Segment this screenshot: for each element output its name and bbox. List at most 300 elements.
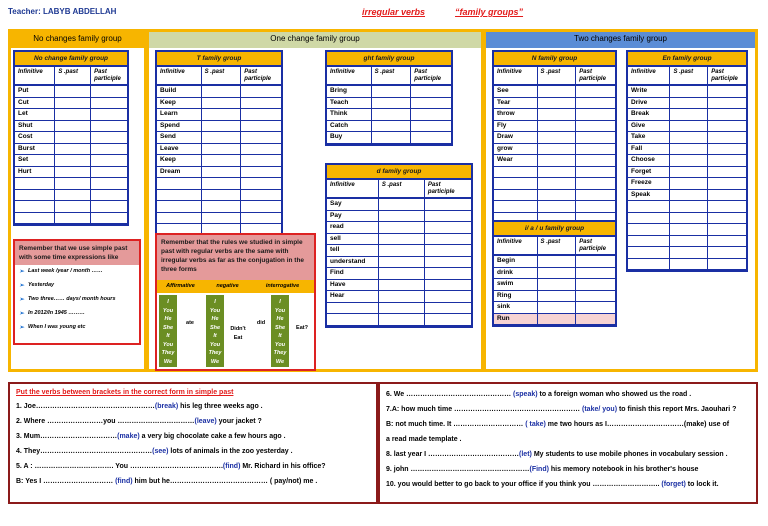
column-header-past: S .past (372, 67, 412, 85)
participle-cell[interactable] (708, 167, 746, 178)
participle-cell[interactable] (708, 201, 746, 212)
infinitive-cell: Hurt (15, 167, 55, 178)
past-cell[interactable] (202, 144, 242, 155)
verb-hint: (make) (117, 433, 140, 440)
past-cell[interactable] (538, 155, 577, 166)
participle-cell[interactable] (91, 98, 127, 109)
participle-cell[interactable] (425, 199, 471, 210)
participle-cell[interactable] (241, 155, 281, 166)
past-cell[interactable] (670, 121, 708, 132)
past-cell[interactable] (372, 98, 412, 109)
participle-cell[interactable] (708, 132, 746, 143)
participle-cell[interactable] (91, 86, 127, 97)
past-cell[interactable] (202, 121, 242, 132)
participle-cell[interactable] (425, 314, 471, 325)
past-cell[interactable] (202, 132, 242, 143)
column-header-pp: Past participle (94, 69, 121, 82)
verb-hint: ( take) (525, 421, 546, 428)
infinitive-cell: Say (327, 199, 379, 210)
infinitive-cell: read (327, 222, 379, 233)
verb-row (628, 86, 746, 98)
exercise-text: 4. They………………………………………… (16, 448, 153, 455)
past-cell[interactable] (538, 279, 577, 290)
past-cell[interactable] (538, 178, 577, 189)
verb-hint: (break) (154, 403, 179, 410)
pronoun: I (214, 299, 216, 305)
participle-cell[interactable] (576, 132, 615, 143)
verb-row (157, 86, 281, 98)
past-cell[interactable] (202, 155, 242, 166)
past-cell[interactable] (538, 190, 577, 201)
infinitive-cell: Dream (157, 167, 202, 178)
past-cell[interactable] (538, 268, 577, 279)
participle-cell[interactable] (708, 236, 746, 247)
participle-cell[interactable] (576, 268, 615, 279)
participle-cell[interactable] (576, 144, 615, 155)
participle-cell[interactable] (576, 167, 615, 178)
past-cell[interactable] (379, 211, 425, 222)
two-changes-group-header: Two changes family group (486, 32, 755, 48)
participle-cell[interactable] (91, 144, 127, 155)
past-cell[interactable] (538, 256, 577, 267)
verb-row (327, 234, 471, 246)
participle-cell[interactable] (708, 121, 746, 132)
verb-row (494, 132, 615, 144)
affirmative-label: Affirmative (157, 280, 204, 293)
past-cell[interactable] (202, 109, 242, 120)
past-cell[interactable] (55, 155, 91, 166)
table-title: d family group (327, 165, 471, 180)
participle-cell[interactable] (576, 279, 615, 290)
pronoun: They (208, 350, 222, 356)
infinitive-cell: Leave (157, 144, 202, 155)
participle-cell[interactable] (576, 291, 615, 302)
verb-row (628, 132, 746, 144)
past-cell[interactable] (670, 178, 708, 189)
past-cell[interactable] (670, 224, 708, 235)
verb-row (494, 314, 615, 326)
infinitive-cell: Buy (327, 132, 372, 143)
participle-cell[interactable] (425, 303, 471, 314)
past-cell[interactable] (372, 132, 412, 143)
infinitive-cell (628, 224, 670, 235)
participle-cell[interactable] (576, 256, 615, 267)
participle-cell[interactable] (91, 190, 127, 201)
participle-cell[interactable] (241, 167, 281, 178)
column-headers (15, 67, 127, 86)
verb-row (494, 178, 615, 190)
infinitive-cell: Find (327, 268, 379, 279)
table-title: ght family group (327, 52, 451, 67)
past-cell[interactable] (538, 302, 577, 313)
past-cell[interactable] (379, 314, 425, 325)
iau-family-table (492, 220, 617, 327)
past-cell[interactable] (379, 245, 425, 256)
pronoun: She (274, 324, 286, 331)
exercise-text: Mr. Richard in his office? (240, 463, 326, 470)
verb-row (327, 245, 471, 257)
verb-row (327, 257, 471, 269)
past-cell[interactable] (670, 259, 708, 270)
infinitive-cell (494, 178, 538, 189)
past-cell[interactable] (379, 268, 425, 279)
participle-cell[interactable] (425, 257, 471, 268)
infinitive-cell: Put (15, 86, 55, 97)
time-expression-item: ➢ Last week /year / month …… (19, 268, 135, 274)
participle-cell[interactable] (576, 314, 615, 325)
past-cell[interactable] (379, 303, 425, 314)
past-cell[interactable] (670, 132, 708, 143)
infinitive-cell: Speak (628, 190, 670, 201)
participle-cell[interactable] (411, 109, 451, 120)
participle-cell[interactable] (708, 224, 746, 235)
pronoun: It (278, 333, 282, 339)
past-cell[interactable] (538, 109, 577, 120)
participle-cell[interactable] (576, 178, 615, 189)
verb-row (327, 280, 471, 292)
past-cell[interactable] (202, 213, 242, 224)
verb-row (327, 291, 471, 303)
infinitive-cell: Teach (327, 98, 372, 109)
participle-cell[interactable] (91, 109, 127, 120)
participle-cell[interactable] (241, 109, 281, 120)
verb-row (15, 167, 127, 179)
verb-row (157, 213, 281, 225)
participle-cell[interactable] (91, 213, 127, 224)
participle-cell[interactable] (708, 259, 746, 270)
pronoun: They (161, 350, 175, 356)
verb-row (157, 98, 281, 110)
infinitive-cell: Spend (157, 121, 202, 132)
past-cell[interactable] (55, 98, 91, 109)
participle-cell[interactable] (425, 222, 471, 233)
participle-cell[interactable] (708, 144, 746, 155)
participle-cell[interactable] (425, 268, 471, 279)
infinitive-cell: Keep (157, 98, 202, 109)
participle-cell[interactable] (708, 213, 746, 224)
past-cell[interactable] (670, 109, 708, 120)
past-cell[interactable] (538, 314, 577, 325)
ght-family-table (325, 50, 453, 146)
pronoun: You (162, 307, 174, 314)
infinitive-cell: sell (327, 234, 379, 245)
infinitive-cell: Shut (15, 121, 55, 132)
participle-cell[interactable] (576, 201, 615, 212)
participle-cell[interactable] (91, 155, 127, 166)
verb-row (628, 98, 746, 110)
past-cell[interactable] (670, 144, 708, 155)
verb-row (327, 303, 471, 315)
pronoun: He (276, 316, 284, 322)
participle-cell[interactable] (708, 178, 746, 189)
participle-cell[interactable] (425, 234, 471, 245)
past-cell[interactable] (379, 234, 425, 245)
past-cell[interactable] (379, 199, 425, 210)
past-cell[interactable] (202, 190, 242, 201)
past-cell[interactable] (202, 98, 242, 109)
participle-cell[interactable] (576, 121, 615, 132)
past-cell[interactable] (55, 132, 91, 143)
participle-cell[interactable] (91, 121, 127, 132)
exercise-text: his memory notebook in his brother's house (548, 466, 699, 473)
past-cell[interactable] (670, 236, 708, 247)
infinitive-cell: Take (628, 132, 670, 143)
past-cell[interactable] (379, 222, 425, 233)
infinitive-cell (494, 190, 538, 201)
verb-row (15, 98, 127, 110)
pronoun-column (206, 295, 224, 367)
infinitive-cell: Cut (15, 98, 55, 109)
past-cell[interactable] (55, 167, 91, 178)
exercise-text: his leg three weeks ago . (178, 403, 263, 410)
participle-cell[interactable] (576, 98, 615, 109)
exercise-line (386, 432, 750, 447)
verb-row (494, 121, 615, 133)
exercise-text: him but he…………………………………… ( pay/not) me . (132, 478, 318, 485)
past-cell[interactable] (538, 121, 577, 132)
past-cell[interactable] (670, 247, 708, 258)
verb-row (157, 190, 281, 202)
infinitive-cell: drink (494, 268, 538, 279)
exercise-text: to a foreign woman who showed us the road . (537, 391, 692, 398)
exercise-text: me two hours as I……………………………(make) use of (545, 421, 730, 428)
participle-cell[interactable] (708, 98, 746, 109)
pronoun: You (209, 341, 221, 348)
participle-cell[interactable] (425, 280, 471, 291)
participle-cell[interactable] (241, 178, 281, 189)
past-cell[interactable] (55, 178, 91, 189)
participle-cell[interactable] (91, 132, 127, 143)
past-cell[interactable] (372, 109, 412, 120)
column-header-past: S .past (538, 237, 577, 255)
infinitive-cell: Draw (494, 132, 538, 143)
participle-cell[interactable] (411, 132, 451, 143)
participle-cell[interactable] (411, 98, 451, 109)
past-cell[interactable] (379, 257, 425, 268)
participle-cell[interactable] (241, 132, 281, 143)
participle-cell[interactable] (241, 121, 281, 132)
participle-cell[interactable] (411, 86, 451, 97)
past-cell[interactable] (202, 167, 242, 178)
participle-cell[interactable] (241, 213, 281, 224)
past-cell[interactable] (670, 201, 708, 212)
verb-row (628, 178, 746, 190)
verb-row (628, 224, 746, 236)
didnt-eat-label: Didn't Eat (230, 326, 246, 341)
pronoun: We (210, 358, 220, 365)
participle-cell[interactable] (425, 291, 471, 302)
exercise-text: 3. Mum…………………………… (16, 433, 118, 440)
participle-cell[interactable] (708, 155, 746, 166)
participle-cell[interactable] (708, 247, 746, 258)
verb-hint: (leave) (194, 418, 217, 425)
verb-hint: (let) (519, 451, 532, 458)
participle-cell[interactable] (241, 86, 281, 97)
infinitive-cell: swim (494, 279, 538, 290)
past-cell[interactable] (670, 86, 708, 97)
infinitive-cell: Send (157, 132, 202, 143)
past-cell[interactable] (670, 190, 708, 201)
column-header-inf: Infinitive (327, 67, 372, 85)
participle-cell[interactable] (576, 190, 615, 201)
infinitive-cell: Hear (327, 291, 379, 302)
past-cell[interactable] (55, 213, 91, 224)
exercise-text: 8. last year I ………………………………… (386, 451, 520, 458)
infinitive-cell (628, 236, 670, 247)
time-expression-item: ➢ Yesterday (19, 282, 135, 288)
past-cell[interactable] (55, 86, 91, 97)
infinitive-cell: understand (327, 257, 379, 268)
column-header-pp: Past participle (427, 182, 455, 195)
infinitive-cell: Think (327, 109, 372, 120)
interrogative-label: interrogative (251, 280, 314, 293)
participle-cell[interactable] (708, 190, 746, 201)
pronoun: You (274, 307, 286, 314)
exercise-text: 1. Joe…………………………………………… (16, 403, 155, 410)
exercise-line (386, 402, 750, 417)
participle-cell[interactable] (425, 211, 471, 222)
participle-cell[interactable] (91, 201, 127, 212)
verb-row (327, 222, 471, 234)
column-header-pp: Past participle (414, 69, 441, 82)
past-cell[interactable] (55, 201, 91, 212)
verb-row (628, 109, 746, 121)
participle-cell[interactable] (576, 302, 615, 313)
infinitive-cell: Fall (628, 144, 670, 155)
participle-cell[interactable] (708, 109, 746, 120)
verb-hint: (speak) (513, 391, 538, 398)
teacher-name: Teacher: LABYB ABDELLAH (8, 7, 117, 16)
verb-row (628, 144, 746, 156)
past-cell[interactable] (538, 132, 577, 143)
past-cell[interactable] (538, 86, 577, 97)
verb-row (628, 121, 746, 133)
infinitive-cell (15, 213, 55, 224)
eat-question-label: Eat? (296, 325, 308, 331)
past-cell[interactable] (202, 178, 242, 189)
exercise-text: a read made template . (386, 436, 462, 443)
exercise-text: to lock it. (685, 481, 719, 488)
pronoun: They (273, 350, 287, 356)
column-header-inf: Infinitive (15, 67, 55, 85)
infinitive-cell (157, 201, 202, 212)
infinitive-cell (157, 178, 202, 189)
verb-row (494, 291, 615, 303)
participle-cell[interactable] (576, 86, 615, 97)
past-cell[interactable] (538, 144, 577, 155)
past-cell[interactable] (670, 155, 708, 166)
column-header-inf: Infinitive (327, 180, 379, 198)
exercise-line (16, 444, 370, 459)
infinitive-cell: Run (494, 314, 538, 325)
pronoun: He (164, 316, 172, 322)
participle-cell[interactable] (241, 144, 281, 155)
past-cell[interactable] (538, 201, 577, 212)
pronoun: It (213, 333, 217, 339)
participle-cell[interactable] (91, 178, 127, 189)
participle-cell[interactable] (708, 86, 746, 97)
past-cell[interactable] (379, 280, 425, 291)
column-headers (327, 67, 451, 86)
no-change-table (13, 50, 129, 226)
participle-cell[interactable] (576, 155, 615, 166)
participle-cell[interactable] (91, 167, 127, 178)
verb-row (157, 167, 281, 179)
pronoun: We (163, 358, 173, 365)
exercise-line (16, 459, 370, 474)
pronoun: She (162, 324, 174, 331)
infinitive-cell: Cost (15, 132, 55, 143)
past-cell[interactable] (202, 201, 242, 212)
past-cell[interactable] (372, 86, 412, 97)
column-header-inf: Infinitive (494, 237, 538, 255)
past-cell[interactable] (372, 121, 412, 132)
past-cell[interactable] (55, 121, 91, 132)
past-cell[interactable] (55, 190, 91, 201)
infinitive-cell: Keep (157, 155, 202, 166)
column-header-past: S .past (670, 67, 708, 85)
exercise-line (386, 447, 750, 462)
verb-row (494, 201, 615, 213)
infinitive-cell (628, 201, 670, 212)
verb-row (15, 190, 127, 202)
past-cell[interactable] (538, 98, 577, 109)
past-cell[interactable] (55, 109, 91, 120)
column-header-past: S .past (55, 67, 91, 85)
past-cell[interactable] (538, 291, 577, 302)
verb-row (327, 132, 451, 144)
infinitive-cell (628, 259, 670, 270)
pronoun: I (167, 299, 169, 305)
participle-cell[interactable] (241, 201, 281, 212)
verb-row (15, 121, 127, 133)
column-header-past: S .past (538, 67, 577, 85)
time-expression-item: ➢ When I was young etc (19, 324, 135, 330)
verb-row (157, 201, 281, 213)
exercise-text: 5. A : ……………………………. You …………………………………. (16, 463, 223, 470)
pronoun: You (209, 307, 221, 314)
past-cell[interactable] (670, 167, 708, 178)
participle-cell[interactable] (576, 109, 615, 120)
past-cell[interactable] (202, 86, 242, 97)
infinitive-cell: Break (628, 109, 670, 120)
participle-cell[interactable] (411, 121, 451, 132)
past-cell[interactable] (670, 213, 708, 224)
infinitive-cell: Begin (494, 256, 538, 267)
infinitive-cell: Build (157, 86, 202, 97)
verb-row (157, 178, 281, 190)
past-cell[interactable] (538, 167, 577, 178)
past-cell[interactable] (55, 144, 91, 155)
time-expressions-heading: Remember that we use simple past with some time expressions like (15, 241, 139, 265)
verb-row (157, 144, 281, 156)
verb-row (628, 259, 746, 271)
infinitive-cell: throw (494, 109, 538, 120)
column-header-inf: Infinitive (157, 67, 202, 85)
infinitive-cell (15, 201, 55, 212)
participle-cell[interactable] (425, 245, 471, 256)
past-cell[interactable] (670, 98, 708, 109)
pronoun-column (159, 295, 177, 367)
infinitive-cell (327, 303, 379, 314)
participle-cell[interactable] (241, 190, 281, 201)
verb-row (15, 213, 127, 225)
table-title: En family group (628, 52, 746, 67)
exercise-text: 6. We ……………………………………… (386, 391, 514, 398)
participle-cell[interactable] (241, 98, 281, 109)
infinitive-cell: Fly (494, 121, 538, 132)
past-cell[interactable] (379, 291, 425, 302)
